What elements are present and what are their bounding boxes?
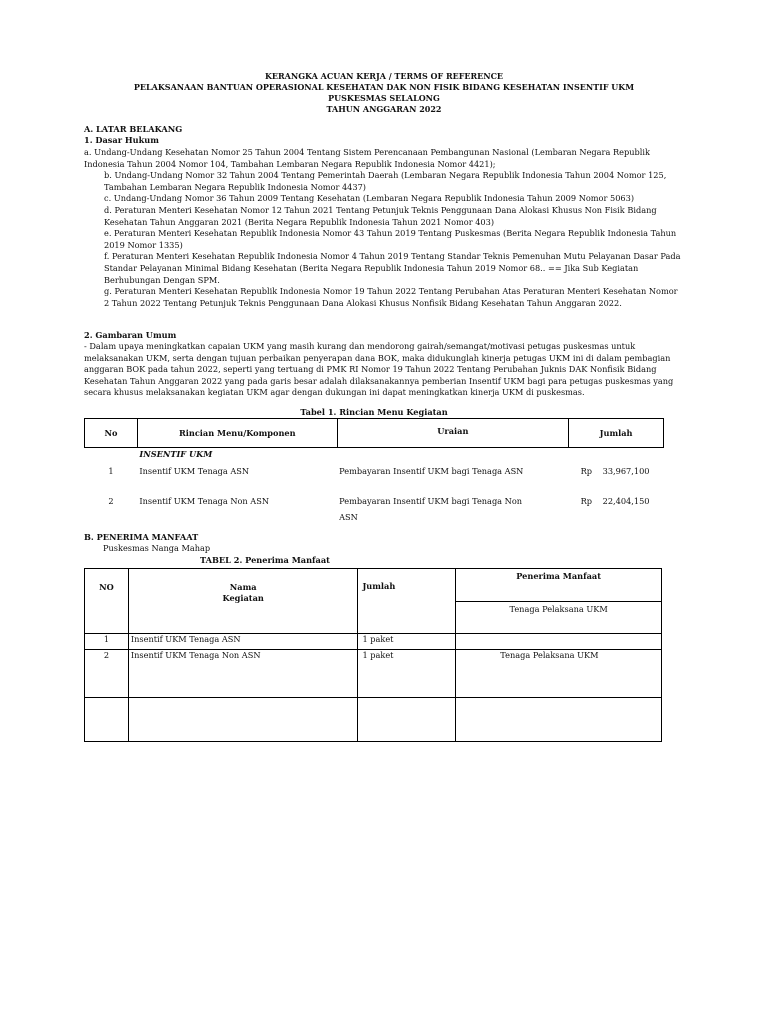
general-description: - Dalam upaya meningkatkan capaian UKM yang masih kurang dan mendorong gairah/semangat/motivasi petugas puskesmas untuk melaksanakan UKM, serta dengan tujuan perbaikan penyerapan dana BOK, maka didukunglah kinerja petugas UKM ini di dalam pembagian anggaran BOK pada tahun 2022, seperti yang tertuang di PMK RI Nomor 19 Tahun 2022 Tentang Perubahan Juknis DAK Nonfisik Bidang Kesehatan Tahun Anggaran 2022 yang pada garis besar adalah dilaksanakannya pemberian Insentif UKM bagi para petugas puskesmas yang secara khusus melaksanakan kegiatan UKM agar dengan dukungan ini dapat meningkatkan kinerja UKM di puskesmas. [84,341,674,398]
table2-empty-cell-1 [85,698,129,742]
table1-row1-rincian: Insentif UKM Tenaga ASN [139,466,250,476]
section-a-sub1: 1. Dasar Hukum [84,135,159,145]
table2-row2-penerima: Tenaga Pelaksana UKM [456,650,662,698]
table2-row-empty [85,698,662,742]
table1-row2-currency: Rp [580,496,593,506]
table1-header-rincian: Rincian Menu/Komponen [137,419,337,448]
table2-subheader-tenaga: Tenaga Pelaksana UKM [456,602,662,634]
section-a-title: A. LATAR BELAKANG [84,124,183,134]
table2-caption: TABEL 2. Penerima Manfaat [200,555,330,565]
table2-header-nama [128,569,358,634]
table2-header-row [85,569,662,602]
table2-row2-nama: Insentif UKM Tenaga Non ASN [128,650,358,698]
table1-row2-no: 2 [108,496,114,506]
document-header [84,71,684,115]
legal-item-e: e. Peraturan Menteri Kesehatan Republik Indonesia Nomor 43 Tahun 2019 Tentang Puskesmas (Berita Negara Republik Indonesia Tahun 2019 Nomor 1335) [104,228,677,250]
table1-header-uraian: Uraian [337,419,569,448]
table1-row1-uraian: Pembayaran Insentif UKM bagi Tenaga ASN [339,466,524,476]
legal-item-d: d. Peraturan Menteri Kesehatan Nomor 12 Tahun 2021 Tentang Petunjuk Teknis Penggunaan Dana Alokasi Khusus Non Fisik Bidang Kesehatan Tahun Anggaran 2021 (Berita Negara Republik Indonesia Tahun 2021 Nomor 403) [104,204,657,227]
table2-row-1 [85,634,662,650]
table1-uraian-col [337,448,569,558]
table1-caption: Tabel 1. Rincian Menu Kegiatan [300,407,448,417]
table2-header-jumlah: Jumlah [358,569,456,634]
legal-item-b: b. Undang-Undang Nomor 32 Tahun 2004 Tentang Pemerintah Daerah (Lembaran Negara Republik Indonesia Tahun 2004 Nomor 125, Tambahan Lembaran Negara Republik Indonesia Nomor 4437) [104,170,667,192]
table1-row1-no: 1 [108,466,114,476]
legal-item-f: f. Peraturan Menteri Kesehatan Republik Indonesia Nomor 4 Tahun 2019 Tentang Standar Teknis Pemenuhan Mutu Pelayanan Dasar Pada Standar Pelayanan Minimal Bidang Kesehatan (Berita Negara Republik Indonesia Tahun 2019 Nomor 68.. == Jika Sub Kegiatan Berhubungan Dengan SPM. [104,251,681,285]
table1-row2-rincian: Insentif UKM Tenaga Non ASN [139,496,269,506]
table2-row1-nama: Insentif UKM Tenaga ASN [128,634,358,650]
table2-header-nama-line2: Kegiatan [222,593,264,603]
table2-empty-cell-3 [358,698,456,742]
table2-empty-cell-4 [456,698,662,742]
table2-row1-no: 1 [85,634,129,650]
table1-group-label: INSENTIF UKM [139,449,213,459]
table2-row1-penerima [456,634,662,650]
table1-header-row [85,419,664,448]
header-line-4: TAHUN ANGGARAN 2022 [326,104,442,114]
section-a-sub2: 2. Gambaran Umum [84,330,177,340]
table1-row2-uraian-cont: ASN [339,512,358,522]
table2-header-no: NO [85,569,129,634]
section-b-title: B. PENERIMA MANFAAT [84,532,199,542]
table2-header-penerima: Penerima Manfaat [456,569,662,602]
table1-row1-currency: Rp [580,466,593,476]
header-line-3: PUSKESMAS SELALONG [328,93,440,103]
legal-basis-list [84,147,684,309]
legal-item-g: g. Peraturan Menteri Kesehatan Republik Indonesia Nomor 19 Tahun 2022 Tentang Perubahan Atas Peraturan Menteri Kesehatan Nomor 2 Tahun 2022 Tentang Petunjuk Teknis Penggunaan Dana Alokasi Khusus Nonfisik Bidang Kesehatan Tahun Anggaran 2022. [104,286,678,308]
table1-row2-amount: 22,404,150 [602,496,650,506]
table2-row2-jumlah: 1 paket [358,650,456,698]
table2-header-nama-line1: Nama [229,582,257,592]
table1-jumlah-col [569,448,664,558]
table2-row1-jumlah: 1 paket [358,634,456,650]
table1-row1-amount: 33,967,100 [602,466,650,476]
section-b-subtitle: Puskesmas Nanga Mahap [103,543,211,553]
table2-row-2 [85,650,662,698]
table1-row2-uraian: Pembayaran Insentif UKM bagi Tenaga Non [339,496,523,506]
header-line-1: KERANGKA ACUAN KERJA / TERMS OF REFERENCE [264,71,504,81]
table2-empty-cell-2 [128,698,358,742]
table2-row2-no: 2 [85,650,129,698]
table1-header-no: No [85,419,138,448]
header-line-2: PELAKSANAAN BANTUAN OPERASIONAL KESEHATAN DAK NON FISIK BIDANG KESEHATAN INSENTIF UKM [133,82,635,92]
legal-item-c: c. Undang-Undang Nomor 36 Tahun 2009 Tentang Kesehatan (Lembaran Negara Republik Indonesia Tahun 2009 Nomor 5063) [104,193,635,204]
legal-item-a: a. Undang-Undang Kesehatan Nomor 25 Tahun 2004 Tentang Sistem Perencanaan Pembangunan Nasional (Lembaran Negara Republik Indonesia Tahun 2004 Nomor 104, Tambahan Lembaran Negara Republik Indonesia Nomor 4421); [84,147,650,169]
table-penerima-manfaat [84,568,662,742]
table1-header-jumlah: Jumlah [569,419,664,448]
